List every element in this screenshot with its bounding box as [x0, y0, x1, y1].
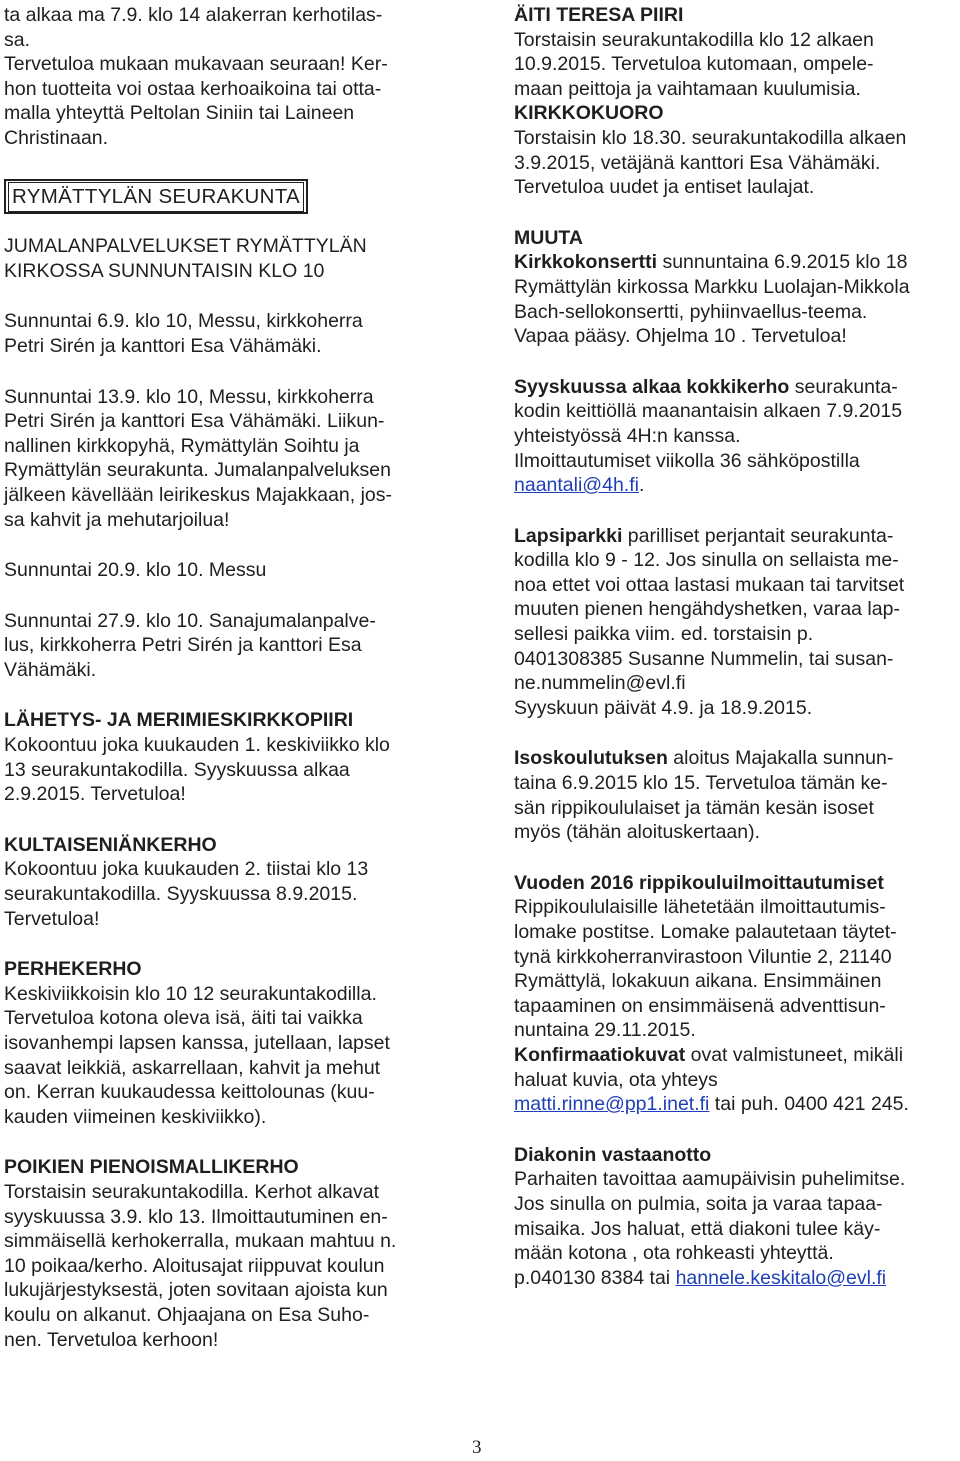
golden-age-text: Kokoontuu joka kuukauden 2. tiistai klo 13 seurakuntakodilla. Syyskuussa 8.9.2015. Tervetuloa! [4, 858, 369, 930]
concert-line [514, 250, 958, 275]
deacon-heading: Diakonin vastaanotto [514, 1143, 712, 1166]
page-number: 3 [472, 1437, 482, 1458]
other-heading: MUUTA [514, 226, 583, 249]
mother-teresa-heading: ÄITI TERESA PIIRI [514, 4, 684, 26]
cooking-text: seurakunta- kodin keittiöllä maanantaisin alkaen 7.9.2015 yhteistyössä 4H:n kanssa. Ilmoittautumiset viikolla 36 sähköpostilla [514, 375, 903, 472]
choir-heading: KIRKKOKUORO [514, 102, 664, 125]
concert-title: Kirkkokonsertti [514, 251, 658, 274]
service-6-9: Sunnuntai 6.9. klo 10, Messu, kirkkoherra Petri Sirén ja kanttori Esa Vähämäki. [4, 310, 363, 357]
child-park [514, 524, 958, 721]
models-club-text: Torstaisin seurakuntakodilla. Kerhot alkavat syyskuussa 3.9. klo 13. Ilmoittautuminen en- simmäisellä kerhokerralla, mukaan mahtuu n. 10 poikaa/kerho. Aloitusajat riippuvat koulun lukujärjestyksestä, joten sovitaan ajoista kun koulu on alkanut. Ohjaajana on Esa Suho- nen. Tervetuloa kerhoon! [4, 1180, 397, 1351]
models-club-heading: POIKIEN PIENOISMALLIKERHO [4, 1156, 299, 1179]
family-club-text: Keskiviikkoisin klo 10 12 seurakuntakodilla. Tervetuloa kotona oleva isä, äiti tai vaikka isovanhempi lapsen kanssa, jutellaan, lapset saavat leikkiä, askarrellaan, kahvit ja mehut on. Kerran kuukaudessa keittolounas (kuu- kauden viimeinen keskiviikko). [4, 982, 390, 1128]
right-column [514, 3, 958, 1290]
deacon-contact-line [514, 1266, 958, 1291]
deacon-phone: p.040130 8384 tai [514, 1266, 676, 1289]
service-13-9: Sunnuntai 13.9. klo 10, Messu, kirkkoherra Petri Sirén ja kanttori Esa Vähämäki. Liikun- nallinen kirkkopyhä, Rymättylän Soihtu ja Rymättylän seurakunta. Jumalanpalveluksen jälkeen kävellään leirikeskus Majakkaan, jos- sa kahvit ja mehutarjoilua! [4, 385, 393, 531]
iso-title: Isoskoulutuksen [514, 747, 668, 770]
cooking-email-link[interactable]: naantali@4h.fi [514, 474, 639, 497]
photos-email-link[interactable]: matti.rinne@pp1.inet.fi [514, 1093, 710, 1116]
concert-text: Rymättylän kirkossa Markku Luolajan-Mikkola Bach-sellokonsertti, pyhiinvaellus-teema. Vapaa pääsy. Ohjelma 10 . Tervetuloa! [514, 275, 910, 348]
intro-text: ta alkaa ma 7.9. klo 14 alakerran kerhotilas- sa. Tervetuloa mukaan mukavaan seuraan! Ker- hon tuotteita voi ostaa kerhoaikoina tai otta- malla yhteyttä Peltolan Siniin tai Laineen Christinaan. [4, 4, 388, 149]
service-20-9: Sunnuntai 20.9. klo 10. Messu [4, 559, 267, 582]
child-park-text: parilliset perjantait seurakunta- kodilla klo 9 - 12. Jos sinulla on sellaista me- noa ettet voi ottaa lastasi mukaan tai tarvitset muuten pienen hengähdyshetken, varaa lap- sellesi paikka viim. ed. torstaisin p. 0401308385 Susanne Nummelin, tai susan- ne.nummelin@evl.fi Syyskuun päivät 4.9. ja 18.9.2015. [514, 524, 905, 719]
child-park-title: Lapsiparkki [514, 524, 623, 547]
choir-text: Torstaisin klo 18.30. seurakuntakodilla alkaen 3.9.2015, vetäjänä kanttori Esa Vähämäki. Tervetuloa uudet ja entiset laulajat. [514, 126, 907, 199]
family-club-heading: PERHEKERHO [4, 958, 142, 981]
cooking-title: Syyskuussa alkaa kokkikerho [514, 375, 790, 398]
photos-phone: tai puh. 0400 421 245. [709, 1093, 909, 1116]
deacon-text: Parhaiten tavoittaa aamupäivisin puhelimitse. Jos sinulla on pulmia, soita ja varaa tapaa- misaika. Jos haluat, että diakoni tulee käy- mään kotona , ota rohkeasti yhteyttä. [514, 1168, 906, 1265]
mother-teresa-text: Torstaisin seurakuntakodilla klo 12 alkaen 10.9.2015. Tervetuloa kutomaan, ompele- maan peittoja ja vaihtamaan kuulumisia. [514, 28, 874, 100]
section-title: RYMÄTTYLÄN SEURAKUNTA [8, 182, 304, 213]
cooking-end: . [638, 474, 645, 497]
photos-contact-line [514, 1092, 958, 1117]
golden-age-heading: KULTAISENIÄNKERHO [4, 833, 217, 856]
mission-heading: LÄHETYS- JA MERIMIESKIRKKOPIIRI [4, 709, 354, 732]
confirmation-heading: Vuoden 2016 rippikouluilmoittautumiset [514, 871, 884, 894]
photos-title: Konfirmaatiokuvat [514, 1043, 686, 1066]
cooking-email-line [514, 473, 958, 498]
cooking-club [514, 375, 958, 473]
section-title-box [4, 179, 308, 215]
iso-training [514, 746, 958, 844]
confirmation-text: Rippikoululaisille lähetetään ilmoittautumis- lomake postitse. Lomake palautetaan täytet- tynä kirkkoherranvirastoon Viluntie 2, 21140 Rymättylä, lokakuun aikana. Ensimmäinen tapaaminen on ensimmäisenä adventtisun- nuntaina 29.11.2015. [514, 896, 897, 1042]
left-column [4, 3, 454, 1352]
photos-text: ovat valmistuneet, mikäli haluat kuvia, ota yhteys [514, 1043, 904, 1091]
photos [514, 1043, 958, 1092]
concert-date: sunnuntaina 6.9.2015 klo 18 [657, 251, 908, 274]
deacon-email-link[interactable]: hannele.keskitalo@evl.fi [675, 1266, 887, 1289]
mission-text: Kokoontuu joka kuukauden 1. keskiviikko klo 13 seurakuntakodilla. Syyskuussa alkaa 2.9.2015. Tervetuloa! [4, 734, 390, 806]
services-heading: JUMALANPALVELUKSET RYMÄTTYLÄN KIRKOSSA SUNNUNTAISIN KLO 10 [4, 235, 367, 282]
iso-text: aloitus Majakalla sunnun- taina 6.9.2015 klo 15. Tervetuloa tämän ke- sän rippikoululaiset ja tämän kesän isoset myös (tähän aloituskertaan). [514, 747, 894, 844]
service-27-9: Sunnuntai 27.9. klo 10. Sanajumalanpalve- lus, kirkkoherra Petri Sirén ja kanttori Esa Vähämäki. [4, 609, 376, 681]
